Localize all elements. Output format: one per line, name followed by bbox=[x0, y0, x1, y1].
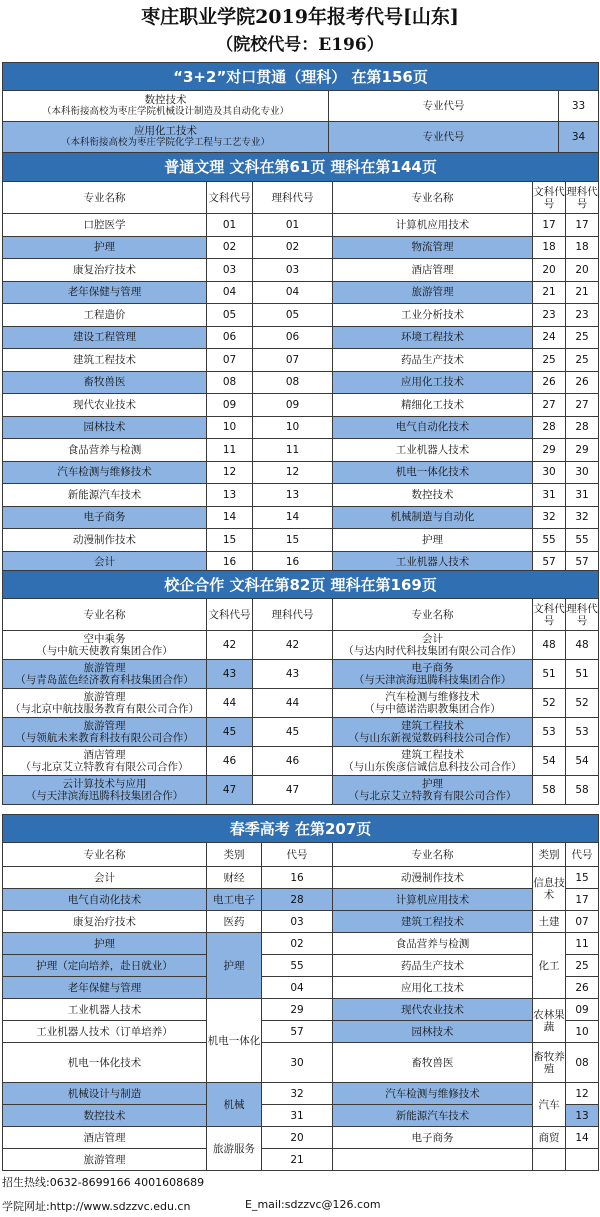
code: 58 bbox=[566, 776, 599, 805]
code: 13 bbox=[207, 484, 253, 507]
major-name: 电子商务 bbox=[3, 506, 207, 529]
website: 学院网址:http://www.sdzzvc.edu.cn bbox=[2, 1200, 191, 1213]
code: 26 bbox=[566, 371, 599, 394]
code-label: 专业代号 bbox=[329, 122, 559, 153]
major-name: 园林技术 bbox=[333, 1021, 533, 1043]
code: 58 bbox=[533, 776, 566, 805]
table-row bbox=[3, 236, 599, 259]
column-header: 代号 bbox=[566, 843, 599, 867]
major-name: 建设工程管理 bbox=[3, 326, 207, 349]
column-header: 文科代号 bbox=[207, 182, 253, 214]
major-cell: 应用化工技术 （本科衔接高校为枣庄学院化学工程与工艺专业） bbox=[3, 122, 329, 153]
category: 化工 bbox=[533, 933, 566, 999]
major-name: 计算机应用技术 bbox=[333, 214, 533, 237]
table-row bbox=[3, 371, 599, 394]
code: 07 bbox=[207, 349, 253, 372]
code: 13 bbox=[253, 484, 333, 507]
code: 29 bbox=[566, 439, 599, 462]
code: 16 bbox=[262, 867, 333, 889]
code: 15 bbox=[253, 529, 333, 552]
major-name: 会计 bbox=[3, 867, 207, 889]
column-header: 文科代号 bbox=[533, 599, 566, 631]
code: 18 bbox=[533, 236, 566, 259]
table-row bbox=[3, 439, 599, 462]
code: 09 bbox=[253, 394, 333, 417]
code: 17 bbox=[533, 214, 566, 237]
code: 31 bbox=[566, 484, 599, 507]
table-row bbox=[3, 326, 599, 349]
category: 畜牧养殖 bbox=[533, 1043, 566, 1083]
major-name: 现代农业技术 bbox=[3, 394, 207, 417]
code-label: 专业代号 bbox=[329, 91, 559, 122]
code: 45 bbox=[207, 718, 253, 747]
code: 44 bbox=[253, 689, 333, 718]
category: 医药 bbox=[207, 911, 262, 933]
code: 02 bbox=[207, 236, 253, 259]
major-name: 动漫制作技术 bbox=[3, 529, 207, 552]
table-row bbox=[3, 747, 599, 776]
code: 30 bbox=[566, 461, 599, 484]
table-row bbox=[3, 304, 599, 327]
category: 商贸 bbox=[533, 1127, 566, 1149]
major-name: 工业分析技术 bbox=[333, 304, 533, 327]
table-row bbox=[3, 776, 599, 805]
major-name: 旅游管理 bbox=[3, 1149, 207, 1171]
major-name: 酒店管理 bbox=[3, 1127, 207, 1149]
major-name: 护理（定向培养，赴日就业） bbox=[3, 955, 207, 977]
table-row bbox=[3, 214, 599, 237]
code: 21 bbox=[566, 281, 599, 304]
major-name: 康复治疗技术 bbox=[3, 911, 207, 933]
table-row bbox=[3, 416, 599, 439]
code: 16 bbox=[253, 551, 333, 574]
code: 06 bbox=[207, 326, 253, 349]
major-name: 数控技术 bbox=[333, 484, 533, 507]
code: 21 bbox=[262, 1149, 333, 1171]
code: 15 bbox=[566, 867, 599, 889]
code: 17 bbox=[566, 214, 599, 237]
major-name: 旅游管理 （与青岛蓝色经济教育科技集团合作） bbox=[3, 660, 207, 689]
code: 01 bbox=[207, 214, 253, 237]
code: 08 bbox=[253, 371, 333, 394]
code: 10 bbox=[566, 1021, 599, 1043]
major-name: 工业机器人技术（订单培养） bbox=[3, 1021, 207, 1043]
major-name: 机电一体化技术 bbox=[333, 461, 533, 484]
major-name: 食品营养与检测 bbox=[3, 439, 207, 462]
code: 08 bbox=[566, 1043, 599, 1083]
table-row bbox=[3, 631, 599, 660]
major-name: 电子商务 bbox=[333, 1127, 533, 1149]
column-header: 类别 bbox=[207, 843, 262, 867]
code: 28 bbox=[533, 416, 566, 439]
column-header: 理科代号 bbox=[253, 599, 333, 631]
major-name: 食品营养与检测 bbox=[333, 933, 533, 955]
code: 51 bbox=[566, 660, 599, 689]
section-band: 校企合作 文科在第82页 理科在第169页 bbox=[3, 571, 599, 599]
category: 护理 bbox=[207, 933, 262, 999]
code: 55 bbox=[262, 955, 333, 977]
code: 23 bbox=[533, 304, 566, 327]
major-name: 畜牧兽医 bbox=[3, 371, 207, 394]
category: 机电一体化 bbox=[207, 999, 262, 1083]
code: 24 bbox=[533, 326, 566, 349]
major-name: 云计算技术与应用 （与天津滨海迅腾科技集团合作） bbox=[3, 776, 207, 805]
code: 27 bbox=[533, 394, 566, 417]
major-name: 会计 bbox=[3, 551, 207, 574]
column-header: 专业名称 bbox=[333, 182, 533, 214]
column-header: 代号 bbox=[262, 843, 333, 867]
code: 32 bbox=[533, 506, 566, 529]
category: 财经 bbox=[207, 867, 262, 889]
major-name: 空中乘务 （与中航天使教育集团合作） bbox=[3, 631, 207, 660]
code: 11 bbox=[566, 933, 599, 955]
code: 31 bbox=[262, 1105, 333, 1127]
code: 16 bbox=[207, 551, 253, 574]
section-band: 春季高考 在第207页 bbox=[3, 815, 599, 843]
code: 53 bbox=[566, 718, 599, 747]
section-coop bbox=[2, 570, 598, 805]
column-header: 理科代号 bbox=[566, 599, 599, 631]
major-name: 旅游管理 bbox=[333, 281, 533, 304]
code: 26 bbox=[566, 977, 599, 999]
code: 47 bbox=[253, 776, 333, 805]
code: 55 bbox=[533, 529, 566, 552]
section-general bbox=[2, 152, 598, 574]
code: 57 bbox=[533, 551, 566, 574]
column-header: 理科代号 bbox=[566, 182, 599, 214]
code: 32 bbox=[566, 506, 599, 529]
column-header: 专业名称 bbox=[333, 599, 533, 631]
major-name: 精细化工技术 bbox=[333, 394, 533, 417]
major-name: 汽车检测与维修技术 bbox=[333, 1083, 533, 1105]
category: 汽车 bbox=[533, 1083, 566, 1127]
code: 30 bbox=[533, 461, 566, 484]
major-name: 建筑工程技术 （与山东新视觉数码科技公司合作） bbox=[333, 718, 533, 747]
major-name: 电气自动化技术 bbox=[3, 889, 207, 911]
code: 25 bbox=[566, 955, 599, 977]
table-row bbox=[3, 529, 599, 552]
category: 电工电子 bbox=[207, 889, 262, 911]
major-name: 老年保健与管理 bbox=[3, 281, 207, 304]
empty-cell bbox=[333, 1149, 533, 1171]
code: 05 bbox=[253, 304, 333, 327]
category: 信息技术 bbox=[533, 867, 566, 911]
code: 11 bbox=[207, 439, 253, 462]
code: 02 bbox=[262, 933, 333, 955]
code: 10 bbox=[207, 416, 253, 439]
code: 20 bbox=[566, 259, 599, 282]
major-name: 护理 bbox=[3, 933, 207, 955]
code: 05 bbox=[207, 304, 253, 327]
section-band: 普通文理 文科在第61页 理科在第144页 bbox=[3, 153, 599, 182]
code: 25 bbox=[533, 349, 566, 372]
code: 03 bbox=[207, 259, 253, 282]
major-name: 工业机器人技术 bbox=[333, 439, 533, 462]
code: 29 bbox=[533, 439, 566, 462]
code: 12 bbox=[566, 1083, 599, 1105]
major-name: 老年保健与管理 bbox=[3, 977, 207, 999]
hotline: 招生热线:0632-8699166 4001608689 bbox=[2, 1176, 205, 1189]
code: 46 bbox=[253, 747, 333, 776]
major-name: 应用化工技术 bbox=[333, 371, 533, 394]
code: 30 bbox=[262, 1043, 333, 1083]
code: 21 bbox=[533, 281, 566, 304]
table-row bbox=[3, 394, 599, 417]
major-name: 机电一体化技术 bbox=[3, 1043, 207, 1083]
major-name: 护理 bbox=[3, 236, 207, 259]
code: 31 bbox=[533, 484, 566, 507]
category: 土建 bbox=[533, 911, 566, 933]
table-row bbox=[3, 349, 599, 372]
code: 29 bbox=[262, 999, 333, 1021]
major-name: 应用化工技术 bbox=[333, 977, 533, 999]
code: 51 bbox=[533, 660, 566, 689]
major-name: 工程造价 bbox=[3, 304, 207, 327]
code: 08 bbox=[207, 371, 253, 394]
code: 09 bbox=[207, 394, 253, 417]
major-name: 护理 （与北京艾立特教育有限公司合作） bbox=[333, 776, 533, 805]
major-name: 汽车检测与维修技术 bbox=[3, 461, 207, 484]
major-name: 药品生产技术 bbox=[333, 955, 533, 977]
major-name: 汽车检测与维修技术 （与中德诺浩职教集团合作） bbox=[333, 689, 533, 718]
code: 43 bbox=[253, 660, 333, 689]
table-row bbox=[3, 281, 599, 304]
major-name: 建筑工程技术 bbox=[3, 349, 207, 372]
code: 42 bbox=[207, 631, 253, 660]
major-name: 旅游管理 （与领航未来教育科技有限公司合作） bbox=[3, 718, 207, 747]
email: E_mail:sdzzvc@126.com bbox=[245, 1198, 381, 1211]
code: 14 bbox=[253, 506, 333, 529]
code: 04 bbox=[207, 281, 253, 304]
code: 53 bbox=[533, 718, 566, 747]
code: 03 bbox=[262, 911, 333, 933]
code: 03 bbox=[253, 259, 333, 282]
code: 01 bbox=[253, 214, 333, 237]
code: 20 bbox=[262, 1127, 333, 1149]
major-name: 新能源汽车技术 bbox=[3, 484, 207, 507]
category: 农林果蔬 bbox=[533, 999, 566, 1043]
page-subtitle: （院校代号：E196） bbox=[216, 35, 384, 55]
section-3plus2 bbox=[2, 62, 598, 153]
column-header: 类别 bbox=[533, 843, 566, 867]
major-name: 环境工程技术 bbox=[333, 326, 533, 349]
code: 06 bbox=[253, 326, 333, 349]
column-header: 理科代号 bbox=[253, 182, 333, 214]
code: 26 bbox=[533, 371, 566, 394]
major-name: 酒店管理 bbox=[333, 259, 533, 282]
major-name: 康复治疗技术 bbox=[3, 259, 207, 282]
major-name: 机械制造与自动化 bbox=[333, 506, 533, 529]
code: 52 bbox=[533, 689, 566, 718]
major-name: 数控技术 bbox=[3, 1105, 207, 1127]
code: 20 bbox=[533, 259, 566, 282]
major-cell: 数控技术 （本科衔接高校为枣庄学院机械设计制造及其自动化专业） bbox=[3, 91, 329, 122]
code-value: 33 bbox=[559, 91, 599, 122]
major-name: 电气自动化技术 bbox=[333, 416, 533, 439]
table-row bbox=[3, 660, 599, 689]
code: 25 bbox=[566, 326, 599, 349]
major-name: 药品生产技术 bbox=[333, 349, 533, 372]
code: 10 bbox=[253, 416, 333, 439]
empty-cell bbox=[533, 1149, 566, 1171]
code: 14 bbox=[566, 1127, 599, 1149]
code: 23 bbox=[566, 304, 599, 327]
section-band: “3+2”对口贯通（理科） 在第156页 bbox=[3, 63, 599, 91]
major-name: 工业机器人技术 bbox=[333, 551, 533, 574]
code: 44 bbox=[207, 689, 253, 718]
major-name: 工业机器人技术 bbox=[3, 999, 207, 1021]
code: 32 bbox=[262, 1083, 333, 1105]
table-row bbox=[3, 506, 599, 529]
code: 09 bbox=[566, 999, 599, 1021]
code: 12 bbox=[207, 461, 253, 484]
code: 57 bbox=[262, 1021, 333, 1043]
code: 11 bbox=[253, 439, 333, 462]
code: 07 bbox=[253, 349, 333, 372]
major-name: 现代农业技术 bbox=[333, 999, 533, 1021]
major-name: 建筑工程技术 bbox=[333, 911, 533, 933]
category: 旅游服务 bbox=[207, 1127, 262, 1171]
empty-cell bbox=[566, 1149, 599, 1171]
column-header: 专业名称 bbox=[333, 843, 533, 867]
code: 45 bbox=[253, 718, 333, 747]
code: 28 bbox=[566, 416, 599, 439]
major-name: 机械设计与制造 bbox=[3, 1083, 207, 1105]
section-spring bbox=[2, 814, 598, 1171]
code: 17 bbox=[566, 889, 599, 911]
major-name: 护理 bbox=[333, 529, 533, 552]
major-name: 动漫制作技术 bbox=[333, 867, 533, 889]
major-name: 物流管理 bbox=[333, 236, 533, 259]
major-name: 畜牧兽医 bbox=[333, 1043, 533, 1083]
major-name: 口腔医学 bbox=[3, 214, 207, 237]
code: 43 bbox=[207, 660, 253, 689]
table-row bbox=[3, 689, 599, 718]
code: 46 bbox=[207, 747, 253, 776]
code: 04 bbox=[262, 977, 333, 999]
code: 48 bbox=[566, 631, 599, 660]
major-name: 园林技术 bbox=[3, 416, 207, 439]
code: 47 bbox=[207, 776, 253, 805]
major-name: 电子商务 （与天津滨海迅腾科技集团合作） bbox=[333, 660, 533, 689]
column-header: 文科代号 bbox=[533, 182, 566, 214]
code: 27 bbox=[566, 394, 599, 417]
table-row bbox=[3, 259, 599, 282]
code: 28 bbox=[262, 889, 333, 911]
code: 12 bbox=[253, 461, 333, 484]
category: 机械 bbox=[207, 1083, 262, 1127]
code: 15 bbox=[207, 529, 253, 552]
code: 04 bbox=[253, 281, 333, 304]
table-row bbox=[3, 484, 599, 507]
code: 48 bbox=[533, 631, 566, 660]
code: 54 bbox=[566, 747, 599, 776]
code: 02 bbox=[253, 236, 333, 259]
major-name: 会计 （与达内时代科技集团有限公司合作） bbox=[333, 631, 533, 660]
code-value: 34 bbox=[559, 122, 599, 153]
column-header: 专业名称 bbox=[3, 843, 207, 867]
code: 14 bbox=[207, 506, 253, 529]
table-row bbox=[3, 718, 599, 747]
page-title: 枣庄职业学院2019年报考代号[山东] bbox=[141, 6, 459, 28]
major-name: 计算机应用技术 bbox=[333, 889, 533, 911]
code: 13 bbox=[566, 1105, 599, 1127]
major-name: 建筑工程技术 （与山东俟彦信诚信息科技公司合作） bbox=[333, 747, 533, 776]
code: 54 bbox=[533, 747, 566, 776]
code: 52 bbox=[566, 689, 599, 718]
column-header: 文科代号 bbox=[207, 599, 253, 631]
code: 18 bbox=[566, 236, 599, 259]
code: 25 bbox=[566, 349, 599, 372]
column-header: 专业名称 bbox=[3, 182, 207, 214]
major-name: 旅游管理 （与北京中航技服务教育有限公司合作） bbox=[3, 689, 207, 718]
table-row bbox=[3, 461, 599, 484]
code: 42 bbox=[253, 631, 333, 660]
code: 57 bbox=[566, 551, 599, 574]
code: 07 bbox=[566, 911, 599, 933]
column-header: 专业名称 bbox=[3, 599, 207, 631]
major-name: 新能源汽车技术 bbox=[333, 1105, 533, 1127]
code: 55 bbox=[566, 529, 599, 552]
major-name: 酒店管理 （与北京艾立特教育有限公司合作） bbox=[3, 747, 207, 776]
